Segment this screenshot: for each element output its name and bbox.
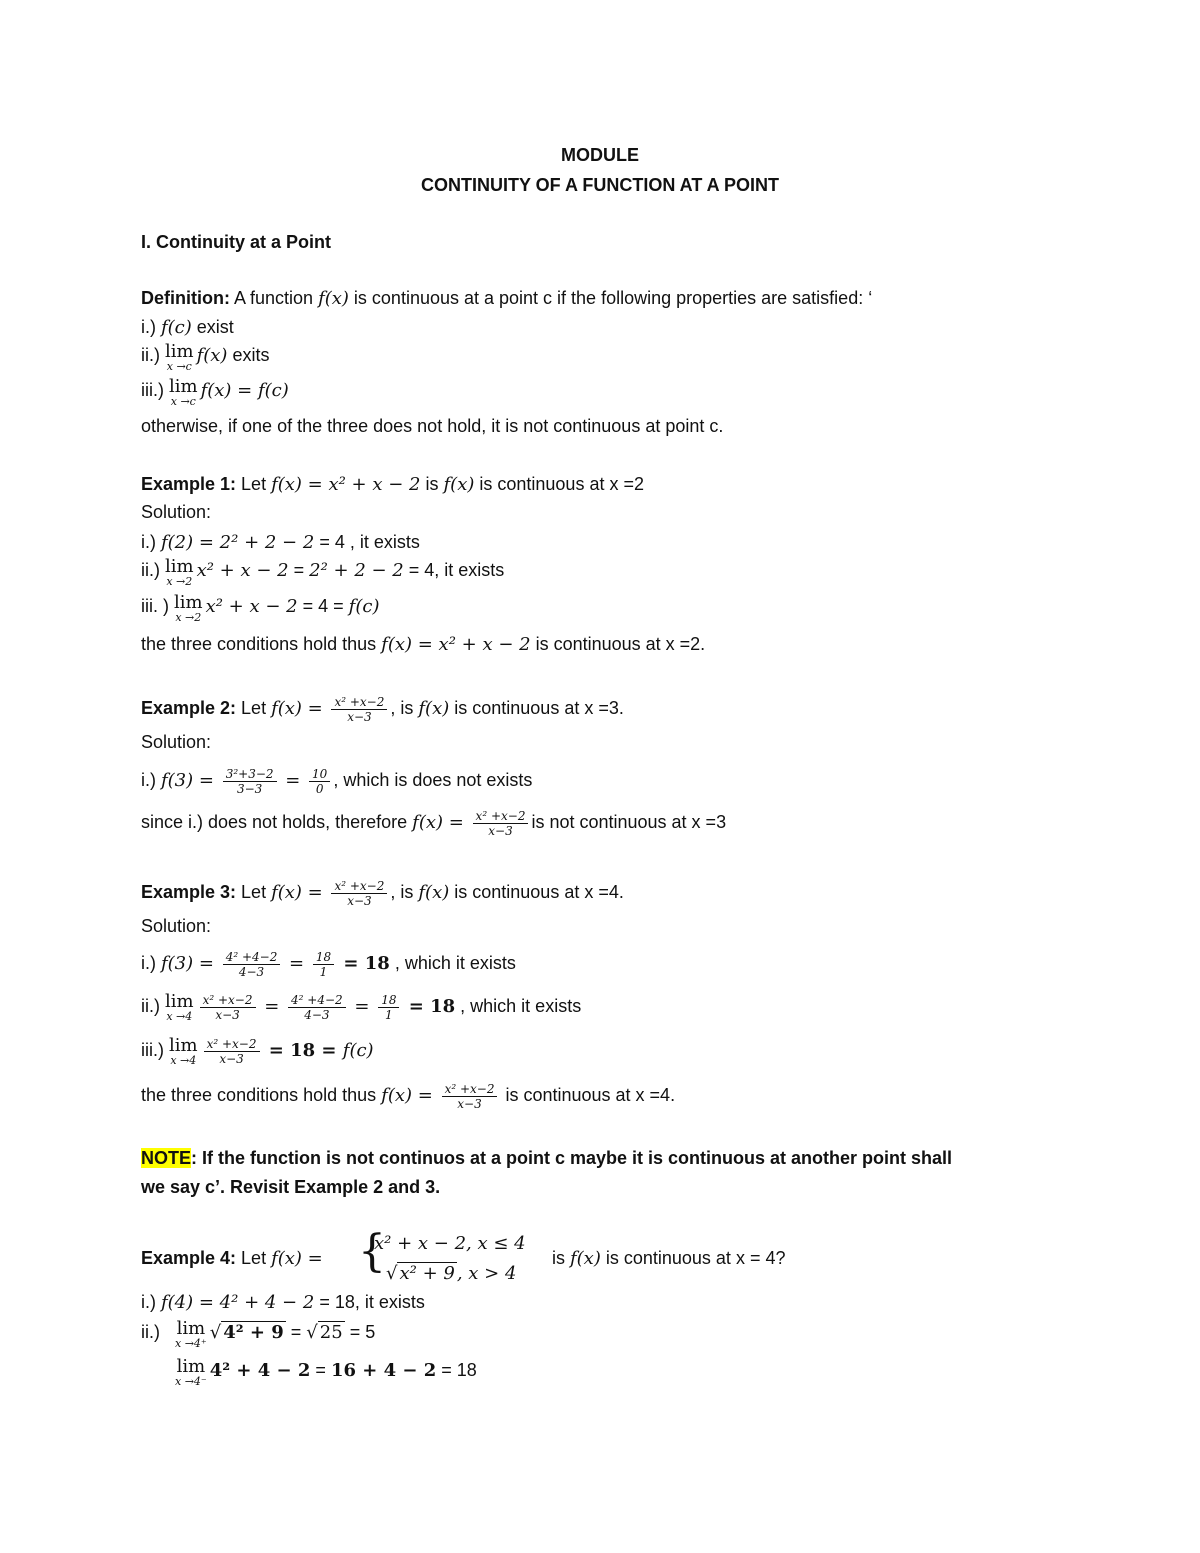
definition-text: is continuous at a point c if the following properties are satisfied: ‘ xyxy=(348,288,873,308)
text: = 4 , it exists xyxy=(314,532,420,552)
math-expr: f(x) = xyxy=(271,474,329,495)
lim-subscript: x →4⁺ xyxy=(175,1337,207,1350)
solution-label: Solution: xyxy=(141,732,212,752)
lim-subscript: x →2 xyxy=(175,611,202,624)
example-label: Example 2: xyxy=(141,698,237,718)
fraction xyxy=(473,809,529,838)
item-text: exist xyxy=(191,317,234,337)
limit-operator xyxy=(169,1034,198,1067)
text: is continuous at x =2. xyxy=(530,634,706,654)
item-prefix: ii.) xyxy=(141,1322,165,1342)
page-title: CONTINUITY OF A FUNCTION AT A POINT xyxy=(421,175,779,195)
math-expr: f(x) xyxy=(570,1248,601,1269)
math-expr: = 18 xyxy=(402,996,456,1017)
math-expr: f(x) = f(c) xyxy=(200,380,289,401)
fraction xyxy=(442,1082,498,1111)
limit-operator xyxy=(165,343,194,372)
math-expr: f(x) xyxy=(196,345,228,366)
lim-word: lim xyxy=(165,556,194,577)
text: = xyxy=(310,1360,331,1380)
fraction xyxy=(309,767,330,796)
text: = xyxy=(285,1322,307,1342)
definition-fx: f(x) xyxy=(318,288,349,309)
math-expr: f(2) = 2² + 2 − 2 xyxy=(161,532,315,553)
denominator: x−3 xyxy=(347,893,372,908)
example1-step-i xyxy=(141,530,420,555)
text: Let xyxy=(236,698,272,718)
numerator: 4² +4−2 xyxy=(223,950,281,965)
solution-label: Solution: xyxy=(141,502,212,522)
item-prefix: ii.) xyxy=(141,560,165,580)
example1-statement xyxy=(141,472,644,497)
math-expr: f(c) xyxy=(161,317,192,338)
example3-step-i xyxy=(141,943,516,984)
math-expr: f(3) = xyxy=(161,953,220,974)
text: is continuous at x =2 xyxy=(474,474,644,494)
math-expr: f(x) xyxy=(443,474,475,495)
example-label: Example 4: xyxy=(141,1248,237,1268)
example-label: Example 1: xyxy=(141,474,237,494)
text: = 18 xyxy=(436,1360,477,1380)
numerator: x² +x−2 xyxy=(200,993,256,1008)
limit-operator xyxy=(175,1320,207,1349)
example2-statement xyxy=(141,688,624,729)
text: Let xyxy=(236,882,272,902)
item-prefix: iii.) xyxy=(141,380,169,400)
example3-conclusion xyxy=(141,1075,675,1116)
text: the three conditions hold thus xyxy=(141,634,382,654)
denominator: x−3 xyxy=(219,1051,244,1066)
lim-word: lim xyxy=(169,1034,198,1056)
denominator: 4−3 xyxy=(238,964,265,979)
limit-operator xyxy=(169,378,198,407)
denominator: 1 xyxy=(319,964,328,979)
math-expr: = 18 xyxy=(337,953,390,974)
text: , which it exists xyxy=(455,996,582,1016)
example2-step-i xyxy=(141,760,532,801)
numerator: x² +x−2 xyxy=(473,809,529,824)
text: the three conditions hold thus xyxy=(141,1085,382,1105)
example4-step-ii-right: ii.) lim x →4⁺ √ 4² + 9 = √ 25 = 5 xyxy=(141,1318,376,1350)
text: is xyxy=(552,1248,570,1268)
solution-label: Solution: xyxy=(141,916,212,936)
text: is continuous at x =4. xyxy=(449,882,624,902)
numerator: 18 xyxy=(313,950,334,965)
note-line-2: we say c’. Revisit Example 2 and 3. xyxy=(141,1177,441,1197)
text: is xyxy=(420,474,444,494)
example3-step-iii xyxy=(141,1030,374,1071)
math-expr: = xyxy=(279,770,307,791)
sqrt-radicand: x² + 9 xyxy=(399,1263,455,1284)
item-text: exits xyxy=(227,345,270,365)
text: , which it exists xyxy=(389,953,516,973)
note-label: NOTE xyxy=(141,1148,192,1168)
text: = 4 = xyxy=(297,596,349,616)
numerator: 4² +4−2 xyxy=(288,993,346,1008)
math-expr: f(c) xyxy=(342,1040,374,1061)
math-expr: f(c) xyxy=(348,596,380,617)
definition-item-ii xyxy=(141,343,269,372)
sqrt-radicand: 25 xyxy=(319,1322,343,1343)
math-expr: f(4) = 4² + 4 − 2 xyxy=(161,1292,315,1313)
text: = xyxy=(288,560,310,580)
item-prefix: ii.) xyxy=(141,345,165,365)
text: , is xyxy=(390,698,419,718)
fraction xyxy=(288,993,346,1022)
numerator: x² +x−2 xyxy=(442,1082,498,1097)
denominator: x−3 xyxy=(457,1096,482,1111)
example-label: Example 3: xyxy=(141,882,237,902)
math-expr: f(x) = xyxy=(412,812,470,833)
math-expr: = 18 = xyxy=(262,1040,343,1061)
piecewise-brace: { xyxy=(358,1226,386,1277)
definition-item-iii xyxy=(141,378,289,407)
limit-operator xyxy=(174,594,203,623)
limit-operator xyxy=(165,990,194,1023)
lim-subscript: x →2 xyxy=(166,575,193,588)
definition-line xyxy=(141,286,872,311)
example4-step-ii-left xyxy=(175,1358,477,1387)
fraction xyxy=(331,879,387,908)
definition-label: Definition: xyxy=(141,288,230,308)
example1-step-iii xyxy=(141,594,379,623)
math-expr: = xyxy=(258,996,286,1017)
text: = 18, it exists xyxy=(314,1292,425,1312)
item-prefix: i.) xyxy=(141,532,161,552)
math-expr: x² + x − 2 xyxy=(328,474,421,495)
piecewise-case-1: x² + x − 2, x ≤ 4 xyxy=(374,1233,526,1254)
text: is not continuous at x =3 xyxy=(531,812,727,832)
definition-text: A function xyxy=(229,288,319,308)
section-heading: I. Continuity at a Point xyxy=(141,232,331,252)
numerator: x² +x−2 xyxy=(331,695,387,710)
lim-word: lim xyxy=(165,990,194,1012)
text: Let xyxy=(236,474,272,494)
note-text: : If the function is not continuos at a point c maybe it is continuous at another point shall xyxy=(191,1148,953,1168)
fraction xyxy=(223,767,277,796)
limit-operator xyxy=(165,558,194,587)
lim-word: lim xyxy=(169,376,198,397)
lim-word: lim xyxy=(165,341,194,362)
lim-subscript: x →4 xyxy=(166,1009,193,1023)
text: since i.) does not holds, therefore xyxy=(141,812,413,832)
fraction xyxy=(200,993,256,1022)
item-prefix: ii.) xyxy=(141,996,165,1016)
denominator: x−3 xyxy=(488,823,513,838)
example1-step-ii xyxy=(141,558,504,587)
example3-step-ii xyxy=(141,986,581,1027)
piecewise-case-2: √ x² + 9 , x > 4 xyxy=(386,1263,517,1284)
math-expr: f(x) = xyxy=(271,1248,323,1269)
math-expr: 4² + 4 − 2 xyxy=(209,1360,311,1381)
example2-since xyxy=(141,802,726,843)
math-expr: f(x) xyxy=(418,882,450,903)
lim-word: lim xyxy=(176,1356,206,1377)
item-prefix: i.) xyxy=(141,317,161,337)
text: , is xyxy=(390,882,419,902)
math-expr: x² + x − 2 xyxy=(196,560,289,581)
lim-subscript: x →4⁻ xyxy=(175,1375,207,1388)
text: , which is does not exists xyxy=(333,770,533,790)
text: is continuous at x =3. xyxy=(449,698,624,718)
lim-subscript: x →c xyxy=(170,395,196,408)
text: = 4, it exists xyxy=(403,560,505,580)
numerator: x² +x−2 xyxy=(331,879,387,894)
fraction xyxy=(223,950,281,979)
math-expr: f(x) = xyxy=(271,882,329,903)
limit-operator xyxy=(175,1358,207,1387)
example4-statement xyxy=(141,1246,323,1271)
sqrt-radicand: 4² + 9 xyxy=(223,1322,284,1343)
numerator: 18 xyxy=(378,993,399,1008)
lim-word: lim xyxy=(176,1318,206,1339)
text: = 5 xyxy=(344,1322,376,1342)
fraction xyxy=(331,695,387,724)
definition-item-i xyxy=(141,315,234,340)
item-prefix: iii.) xyxy=(141,1040,169,1060)
example1-conclusion xyxy=(141,632,705,657)
example4-step-i xyxy=(141,1290,425,1315)
text: is continuous at x =4. xyxy=(500,1085,676,1105)
math-expr: f(x) = xyxy=(271,698,329,719)
definition-otherwise: otherwise, if one of the three does not hold, it is not continuous at point c. xyxy=(141,416,724,436)
module-label: MODULE xyxy=(561,145,639,165)
denominator: x−3 xyxy=(347,709,372,724)
item-prefix: i.) xyxy=(141,953,161,973)
math-expr: = xyxy=(283,953,310,974)
lim-subscript: x →c xyxy=(166,360,192,373)
text: Let xyxy=(236,1248,272,1268)
math-expr: f(x) = xyxy=(381,1085,439,1106)
math-expr: = xyxy=(348,996,376,1017)
math-expr: , x > 4 xyxy=(456,1263,517,1284)
item-prefix: i.) xyxy=(141,770,161,790)
numerator: x² +x−2 xyxy=(204,1037,260,1052)
example3-statement xyxy=(141,872,624,913)
denominator: 3−3 xyxy=(236,781,263,796)
math-expr: 2² + 2 − 2 xyxy=(309,560,404,581)
numerator: 3²+3−2 xyxy=(223,767,277,782)
fraction xyxy=(204,1037,260,1066)
fraction xyxy=(313,950,334,979)
denominator: 1 xyxy=(385,1007,393,1022)
math-expr: f(3) = xyxy=(161,770,220,791)
example4-question xyxy=(552,1246,785,1271)
math-expr: f(x) = x² + x − 2 xyxy=(381,634,531,655)
lim-word: lim xyxy=(174,592,203,613)
math-expr: 16 + 4 − 2 xyxy=(330,1360,437,1381)
denominator: x−3 xyxy=(215,1007,240,1022)
denominator: 4−3 xyxy=(304,1007,330,1022)
fraction xyxy=(378,993,399,1022)
lim-subscript: x →4 xyxy=(170,1053,197,1067)
denominator: 0 xyxy=(315,781,324,796)
item-prefix: iii. ) xyxy=(141,596,174,616)
note-line-1 xyxy=(141,1146,952,1170)
text: is continuous at x = 4? xyxy=(600,1248,786,1268)
math-expr: x² + x − 2 xyxy=(205,596,298,617)
item-prefix: i.) xyxy=(141,1292,161,1312)
numerator: 10 xyxy=(309,767,330,782)
math-expr: f(x) xyxy=(418,698,450,719)
